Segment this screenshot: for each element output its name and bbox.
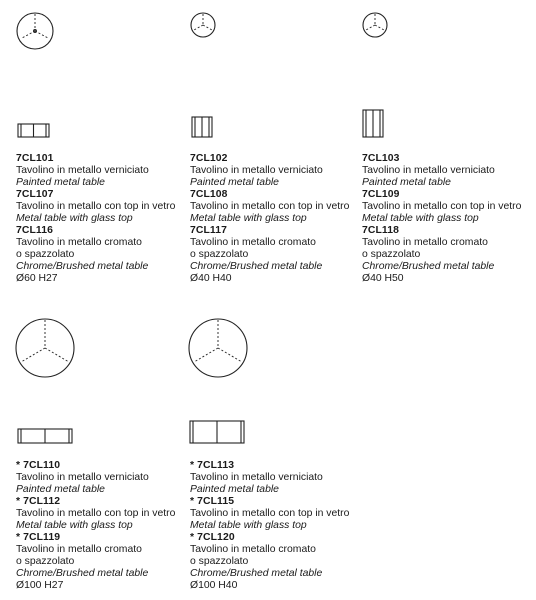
product-entry-7cl102 <box>190 153 349 285</box>
description-en: Chrome/Brushed metal table <box>362 261 495 272</box>
product-code: * 7CL113 <box>190 460 235 471</box>
side-view-7cl113 <box>190 421 244 443</box>
product-code: * 7CL120 <box>190 532 235 543</box>
description-it: Tavolino in metallo con top in vetro <box>190 508 350 519</box>
description-en: Painted metal table <box>16 177 105 188</box>
description-it: Tavolino in metallo con top in vetro <box>16 508 176 519</box>
description-it: Tavolino in metallo cromato <box>362 237 488 248</box>
description-en: Metal table with glass top <box>190 520 307 531</box>
description-en: Metal table with glass top <box>16 213 133 224</box>
description-it-line2: o spazzolato <box>190 556 249 567</box>
description-it: Tavolino in metallo cromato <box>16 237 142 248</box>
description-it: Tavolino in metallo cromato <box>16 544 142 555</box>
dimensions: Ø40 H40 <box>190 273 232 284</box>
product-code: 7CL116 <box>16 225 53 236</box>
description-it: Tavolino in metallo con top in vetro <box>16 201 176 212</box>
product-code: 7CL107 <box>16 189 54 200</box>
product-code: 7CL109 <box>362 189 400 200</box>
side-view-7cl103 <box>363 110 383 137</box>
description-it-line2: o spazzolato <box>362 249 421 260</box>
product-entry-7cl113 <box>190 460 349 592</box>
description-en: Metal table with glass top <box>16 520 133 531</box>
product-code: 7CL118 <box>362 225 399 236</box>
dimensions: Ø100 H27 <box>16 580 64 591</box>
description-en: Chrome/Brushed metal table <box>190 568 323 579</box>
description-it-line2: o spazzolato <box>190 249 249 260</box>
plan-view-7cl113 <box>189 319 247 377</box>
description-en: Painted metal table <box>362 177 451 188</box>
description-en: Painted metal table <box>16 484 105 495</box>
plan-view-7cl101 <box>17 13 53 49</box>
description-en: Metal table with glass top <box>362 213 479 224</box>
description-en: Painted metal table <box>190 177 279 188</box>
description-it: Tavolino in metallo verniciato <box>16 165 149 176</box>
dimensions: Ø40 H50 <box>362 273 404 284</box>
product-code: * 7CL110 <box>16 460 61 471</box>
description-it: Tavolino in metallo cromato <box>190 544 316 555</box>
description-it: Tavolino in metallo cromato <box>190 237 316 248</box>
product-code: 7CL103 <box>362 153 400 164</box>
product-code: 7CL117 <box>190 225 227 236</box>
description-it-line2: o spazzolato <box>16 556 75 567</box>
product-entry-7cl110 <box>16 460 175 592</box>
dimensions: Ø60 H27 <box>16 273 58 284</box>
plan-view-7cl110 <box>16 319 74 377</box>
description-it: Tavolino in metallo verniciato <box>362 165 495 176</box>
product-code: * 7CL112 <box>16 496 61 507</box>
side-view-7cl102 <box>192 117 212 137</box>
description-en: Painted metal table <box>190 484 279 495</box>
product-entry-7cl101 <box>16 153 175 285</box>
product-code: 7CL102 <box>190 153 228 164</box>
product-code: 7CL101 <box>16 153 54 164</box>
description-it-line2: o spazzolato <box>16 249 75 260</box>
description-it: Tavolino in metallo con top in vetro <box>362 201 522 212</box>
description-en: Chrome/Brushed metal table <box>16 261 149 272</box>
side-view-7cl101 <box>18 124 49 137</box>
product-entry-7cl103 <box>362 153 521 285</box>
description-it: Tavolino in metallo verniciato <box>190 472 323 483</box>
description-en: Metal table with glass top <box>190 213 307 224</box>
description-it: Tavolino in metallo verniciato <box>16 472 149 483</box>
product-code: * 7CL119 <box>16 532 61 543</box>
product-code: 7CL108 <box>190 189 228 200</box>
description-it: Tavolino in metallo verniciato <box>190 165 323 176</box>
product-code: * 7CL115 <box>190 496 235 507</box>
dimensions: Ø100 H40 <box>190 580 238 591</box>
plan-view-7cl102 <box>191 13 215 37</box>
side-view-7cl110 <box>18 429 72 443</box>
description-en: Chrome/Brushed metal table <box>190 261 323 272</box>
description-it: Tavolino in metallo con top in vetro <box>190 201 350 212</box>
description-en: Chrome/Brushed metal table <box>16 568 149 579</box>
plan-view-7cl103 <box>363 13 387 37</box>
